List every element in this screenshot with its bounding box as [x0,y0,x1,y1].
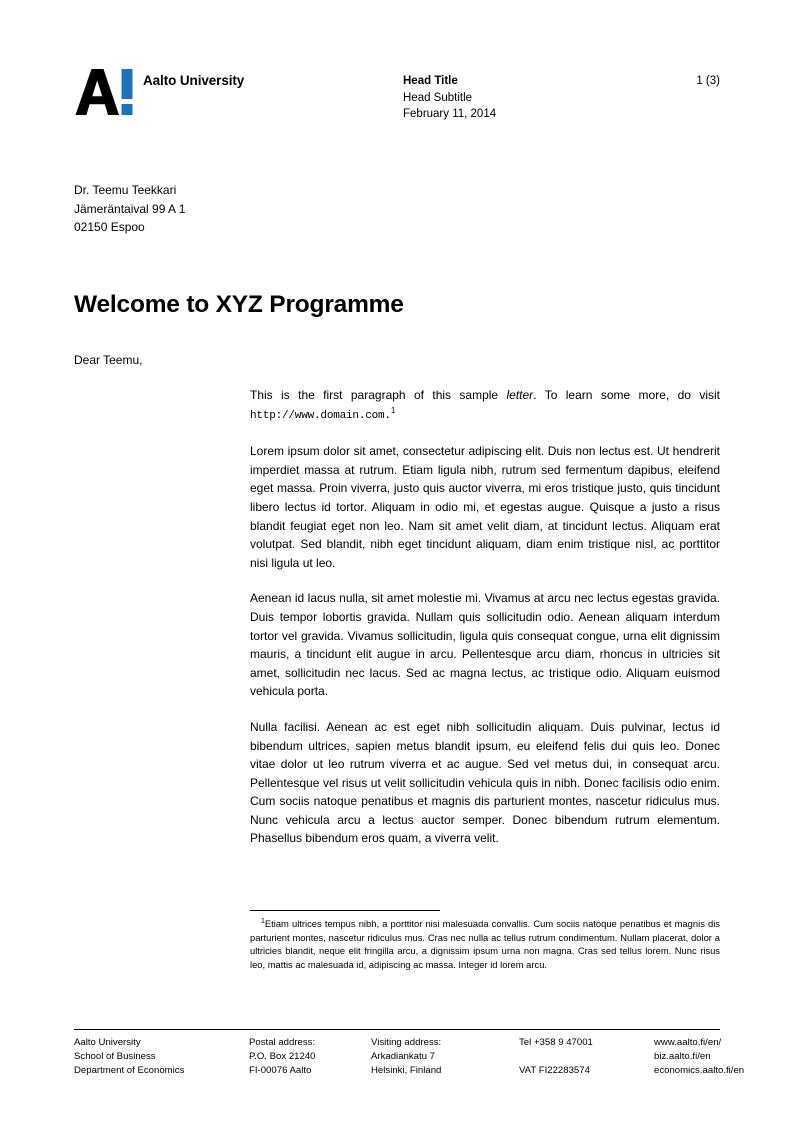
footer-separator-rule [74,1029,720,1030]
footer-visiting-street: Arkadiankatu 7 [371,1051,435,1063]
footer-postal-label: Postal address: [249,1037,316,1048]
page-header [74,68,720,128]
body-paragraph-4: Nulla facilisi. Aenean ac est eget nibh sollicitudin aliquam. Duis pulvinar, lectus id bibendum ultrices, sapien metus blandit ipsum, eu eleifend felis dui quis leo. Donec vitae dolor ut leo rutrum viverra et ac augue. Sed vel metus dui, in consequat arcu. Pellentesque vel risus ut velit sollicitudin vehicula quis in nibh. Donec facilisis odio enim. Cum sociis natoque penatibus et magnis dis parturient montes, nascetur ridiculus mus. Nunc vehicula arcu a lectus auctor semper. Donec bibendum rutrum elementum. Phasellus bibendum eros quam, a viverra velit. [250,719,720,846]
p1-emphasis: letter [506,388,534,402]
body-paragraph-2: Lorem ipsum dolor sit amet, consectetur adipiscing elit. Duis non lectus est. Ut hendrerit imperdiet massa at rutrum. Etiam ligula nibh, rutrum sed fermentum dapibus, eleifend eget massa. Proin viverra, justo quis auctor viverra, mi eros tristique justo, quis tincidunt libero lectus id tortor. Aliquam in odio mi, et egestas augue. Quisque a justo a risus blandit feugiat eget non leo. Nam sit amet velit diam, at tincidunt lectus. Aliquam erat volutpat. Sed blandit, nibh eget tincidunt aliquam, diam enim tristique nisl, ac porttitor nisi ligula ut leo. [250,444,720,570]
footer-col-visiting-address [371,1036,519,1079]
footer-postal-code: FI-00076 Aalto [249,1065,312,1077]
body-paragraph-1 [250,386,720,425]
aalto-logo [74,68,244,116]
aalto-wordmark: Aalto University [143,73,245,88]
page-footer [74,1029,745,1079]
header-meta [403,73,496,123]
recipient-address [74,181,185,237]
footer-postal-box: P.O. Box 21240 [249,1051,316,1063]
footer-col-contact [519,1036,654,1079]
footnote-separator-rule [250,910,440,911]
footer-org-line-2: School of Business [74,1051,156,1063]
footer-org-line-3: Department of Economics [74,1065,185,1077]
footer-col-postal-address [249,1036,371,1079]
page-title: Welcome to XYZ Programme [74,291,404,319]
footer-vat: VAT FI22283574 [519,1065,590,1077]
letter-body [250,386,720,848]
footnote-text [250,917,720,971]
footer-web-1[interactable]: www.aalto.fi/en/ [654,1037,722,1048]
footer-visiting-city: Helsinki, Finland [371,1065,442,1077]
recipient-street: Jämeräntaival 99 A 1 [74,201,186,216]
footnote-number: 1 [261,917,265,925]
body-url[interactable]: http://www.domain.com. [250,409,391,422]
footer-telephone: Tel +358 9 47001 [519,1037,593,1048]
footer-org-line-1: Aalto University [74,1037,141,1048]
recipient-name: Dr. Teemu Teekkari [74,183,177,197]
footnote-block [250,910,720,971]
p1-text-b: . To learn some more, do visit [533,388,720,402]
body-paragraph-3: Aenean id lacus nulla, sit amet molestie mi. Vivamus at arcu nec lectus egestas gravida. Duis tempor lobortis gravida. Nullam quis sollicitudin odio. Aenean aliquam interdum tortor vel gravida. Vivamus sollicitudin, ligula quis consequat congue, urna elit dignissim mauris, a tincidunt elit augue in arcu. Pellentesque arcu diam, rhoncus in ultricies sit amet, sollicitudin nec lacus. Sed ac magna lectus, ac tristique odio. Aliquam euismod vehicula porta. [250,591,720,699]
footer-columns [74,1036,745,1079]
head-title: Head Title [403,75,458,87]
header-date: February 11, 2014 [403,108,497,120]
recipient-city: 02150 Espoo [74,220,145,234]
page-number: 1 (3) [696,75,720,87]
logo-bang-stem [122,69,133,99]
head-subtitle: Head Subtitle [403,91,473,104]
footer-visiting-label: Visiting address: [371,1037,442,1048]
footnote-marker-inline[interactable]: 1 [390,405,396,415]
footnote-body: Etiam ultrices tempus nibh, a porttitor nisi malesuada convallis. Cum sociis natoque penatibus et magnis dis parturient montes, nascetur ridiculus mus. Cras nec nulla ac tellus rutrum condimentum. Nullam placerat, dolor a ultricies blandit, neque elit fringilla arcu, a dignissim ipsum urna non magna. Cras sed tellus lorem. Nunc risus leo, mattis ac malesuada id, adipiscing ac massa. Integer id lorem arcu. [250,918,720,970]
p1-text-a: This is the first paragraph of this sample [250,388,507,402]
aalto-a-exclamation-icon [74,68,136,116]
footer-col-organisation [74,1036,249,1079]
logo-bang-dot [122,104,133,115]
footer-web-3[interactable]: economics.aalto.fi/en [654,1065,745,1077]
salutation: Dear Teemu, [74,353,143,367]
footer-web-2[interactable]: biz.aalto.fi/en [654,1051,711,1063]
footer-col-web [654,1036,794,1079]
